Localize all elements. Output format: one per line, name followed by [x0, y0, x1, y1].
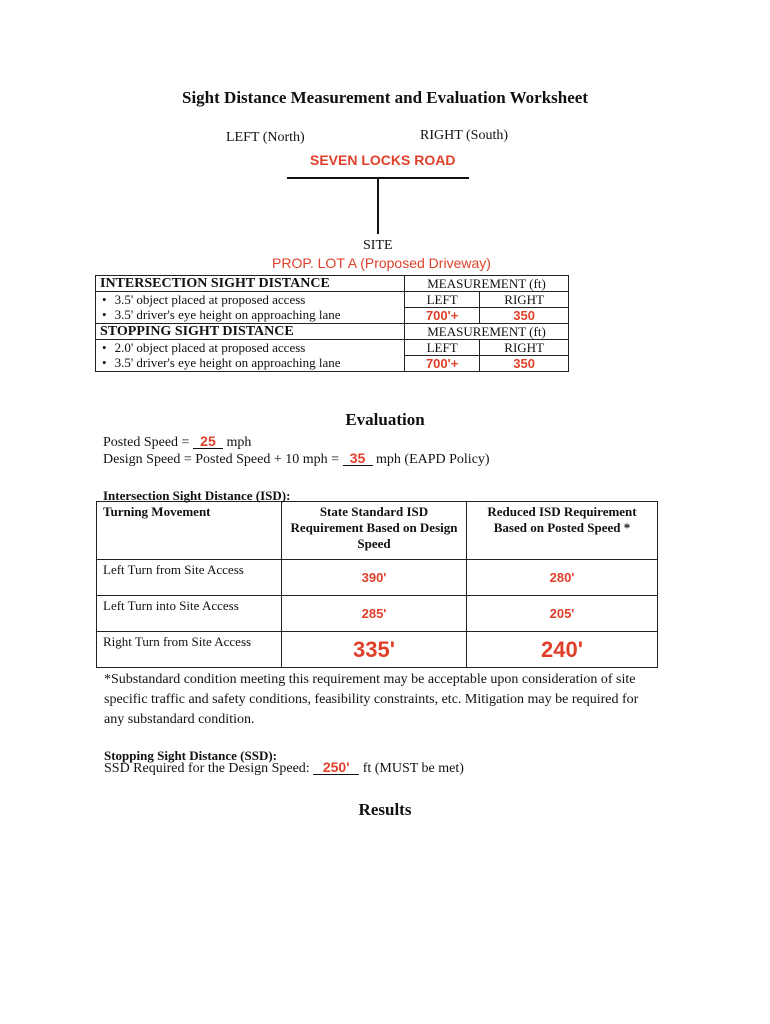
design-speed-line — [103, 451, 490, 468]
isd-conditions — [96, 292, 405, 324]
col-turning-movement: Turning Movement — [97, 502, 282, 560]
movement-cell: Left Turn into Site Access — [97, 596, 282, 632]
isd-left-value: 700'+ — [405, 308, 480, 324]
isd-heading: Intersection Sight Distance (ISD): — [103, 488, 291, 503]
site-label: SITE — [363, 238, 393, 253]
state-value: 390' — [282, 560, 467, 596]
ssd-bullet-2: • 3.5' driver's eye height on approaching lane — [102, 355, 400, 370]
road-name: SEVEN LOCKS ROAD — [310, 152, 456, 168]
ssd-bullet-1: • 2.0' object placed at proposed access — [102, 340, 400, 355]
sight-distance-table — [95, 275, 569, 372]
posted-speed-line — [103, 434, 251, 451]
isd-table — [96, 501, 658, 668]
table-row — [97, 596, 658, 632]
proposed-lot-label: PROP. LOT A (Proposed Driveway) — [272, 255, 491, 271]
ssd-header: STOPPING SIGHT DISTANCE — [96, 324, 405, 340]
design-speed-prefix: Design Speed = Posted Speed + 10 mph = — [103, 452, 340, 467]
isd-right-col: RIGHT — [480, 292, 569, 308]
substandard-note: *Substandard condition meeting this requirement may be acceptable upon consideration of site specific traffic and safety conditions, feasibility constraints, etc. Mitigation may be required for any substandard condition. — [104, 672, 639, 727]
design-speed-value: 35 — [343, 451, 373, 466]
results-heading: Results — [358, 800, 412, 819]
table-row — [97, 632, 658, 668]
movement-cell: Right Turn from Site Access — [97, 632, 282, 668]
state-value: 335' — [282, 632, 467, 668]
posted-speed-prefix: Posted Speed = — [103, 435, 190, 450]
ssd-value: 250' — [313, 760, 359, 775]
worksheet-title: Sight Distance Measurement and Evaluation Worksheet — [182, 88, 588, 107]
col-reduced: Reduced ISD Requirement Based on Posted Speed * — [467, 502, 658, 560]
reduced-value: 240' — [467, 632, 658, 668]
isd-bullet-2: • 3.5' driver's eye height on approaching lane — [102, 307, 400, 322]
ssd-conditions — [96, 340, 405, 372]
design-speed-suffix: mph (EAPD Policy) — [376, 452, 490, 467]
isd-bullet-1: • 3.5' object placed at proposed access — [102, 292, 400, 307]
isd-header: INTERSECTION SIGHT DISTANCE — [96, 276, 405, 292]
isd-left-col: LEFT — [405, 292, 480, 308]
ssd-right-col: RIGHT — [480, 340, 569, 356]
posted-speed-value: 25 — [193, 434, 223, 449]
reduced-value: 205' — [467, 596, 658, 632]
right-direction-label: RIGHT (South) — [420, 128, 509, 143]
ssd-line — [104, 760, 464, 777]
ssd-measurement-header: MEASUREMENT (ft) — [405, 324, 569, 340]
isd-right-value: 350 — [480, 308, 569, 324]
posted-speed-unit: mph — [226, 435, 252, 450]
col-state-standard: State Standard ISD Requirement Based on Design Speed — [282, 502, 467, 560]
reduced-value: 280' — [467, 560, 658, 596]
left-direction-label: LEFT (North) — [226, 130, 305, 145]
state-value: 285' — [282, 596, 467, 632]
ssd-left-value: 700'+ — [405, 356, 480, 372]
table-row — [97, 560, 658, 596]
isd-measurement-header: MEASUREMENT (ft) — [405, 276, 569, 292]
driveway-line — [377, 178, 379, 234]
ssd-suffix: ft (MUST be met) — [362, 761, 464, 776]
ssd-prefix: SSD Required for the Design Speed: — [104, 761, 310, 776]
ssd-left-col: LEFT — [405, 340, 480, 356]
ssd-right-value: 350 — [480, 356, 569, 372]
evaluation-heading: Evaluation — [345, 410, 425, 429]
movement-cell: Left Turn from Site Access — [97, 560, 282, 596]
ssd-heading: Stopping Sight Distance (SSD): — [104, 748, 278, 763]
